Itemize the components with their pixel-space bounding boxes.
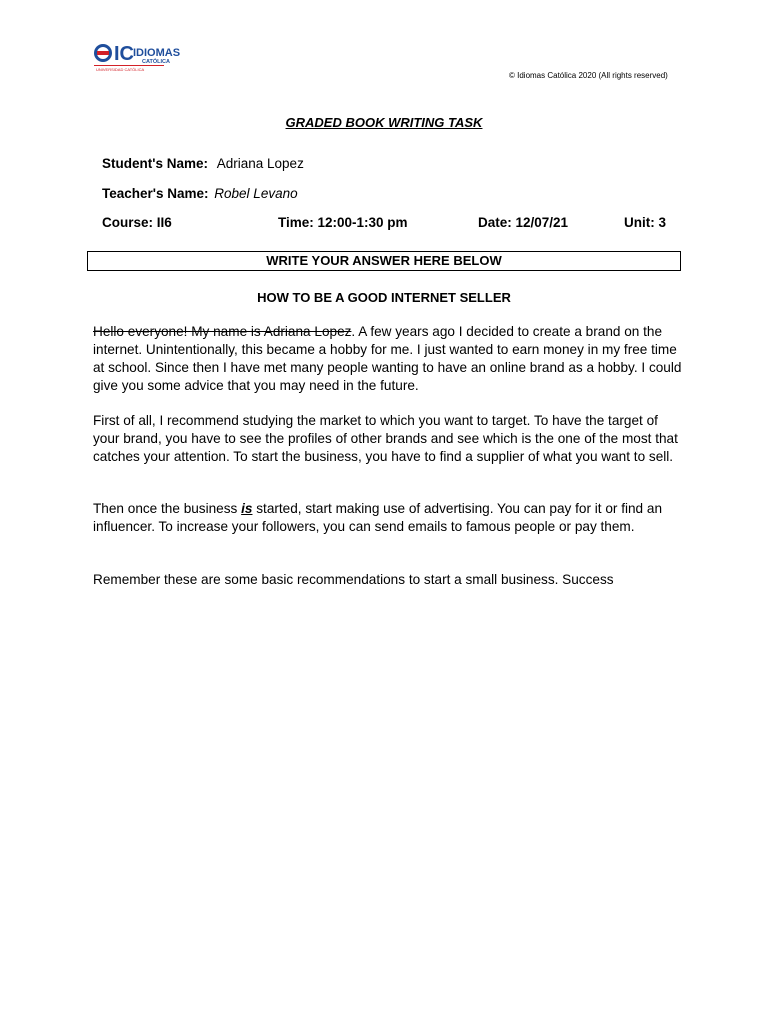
essay-paragraph-1 bbox=[93, 323, 683, 395]
student-name-line bbox=[102, 156, 304, 171]
svg-text:IC: IC bbox=[114, 43, 134, 65]
answer-header-box: WRITE YOUR ANSWER HERE BELOW bbox=[87, 251, 681, 271]
course-info-row bbox=[102, 215, 682, 233]
idiomas-catolica-logo bbox=[92, 40, 192, 74]
time-field: Time: 12:00-1:30 pm bbox=[278, 215, 408, 230]
svg-text:CATÓLICA: CATÓLICA bbox=[142, 59, 171, 65]
essay-title: HOW TO BE A GOOD INTERNET SELLER bbox=[257, 290, 511, 305]
student-name-label: Student's Name: bbox=[102, 156, 208, 171]
task-title: GRADED BOOK WRITING TASK bbox=[285, 115, 483, 130]
struck-greeting: Hello everyone! My name is Adriana Lopez bbox=[93, 324, 352, 339]
essay-paragraph-3 bbox=[93, 500, 683, 536]
essay-paragraph-2: First of all, I recommend studying the market to which you want to target. To have the target of your brand, you have to see the profiles of other brands and see which is the one of the most that catches your attention. To start the business, you have to find a supplier of what you want to sell. bbox=[93, 413, 678, 464]
svg-text:UNIVERSIDAD CATÓLICA: UNIVERSIDAD CATÓLICA bbox=[96, 67, 145, 72]
unit-field: Unit: 3 bbox=[624, 215, 666, 230]
course-field: Course: II6 bbox=[102, 215, 172, 230]
paragraph-3-start: Then once the business bbox=[93, 501, 242, 516]
essay-paragraph-4: Remember these are some basic recommendations to start a small business. Success bbox=[93, 572, 614, 587]
date-field: Date: 12/07/21 bbox=[478, 215, 569, 230]
teacher-name-line bbox=[102, 186, 298, 201]
emphasized-word: is bbox=[241, 501, 253, 516]
teacher-name-value: Robel Levano bbox=[214, 186, 298, 201]
copyright-notice: © Idiomas Católica 2020 (All rights reserved) bbox=[509, 71, 668, 80]
paragraph-1-text: . A few years ago I decided to create a brand on the internet. Unintentionally, this became a hobby for me. I just wanted to earn money in my free time at school. Since then I have met many people wanting to have an online brand as a hobby. I could give you some advice that you may need in the future. bbox=[93, 324, 682, 393]
student-name-value: Adriana Lopez bbox=[216, 156, 304, 171]
teacher-name-label: Teacher's Name: bbox=[102, 186, 209, 201]
paragraph-3-end: started, start making use of advertising. You can pay for it or find an influencer. To increase your followers, you can send emails to famous people or pay them. bbox=[93, 501, 663, 534]
svg-text:IDIOMAS: IDIOMAS bbox=[133, 47, 181, 59]
